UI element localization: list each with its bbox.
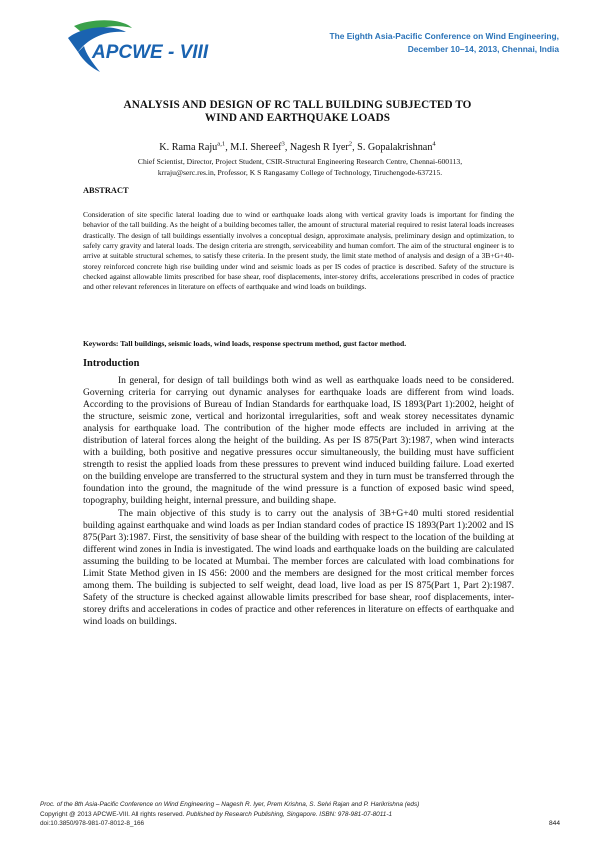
page-number: 844 bbox=[548, 820, 560, 827]
title-line-2: WIND AND EARTHQUAKE LOADS bbox=[204, 112, 391, 124]
title-line-1: ANALYSIS AND DESIGN OF RC TALL BUILDING SUBJECTED TO bbox=[123, 99, 472, 111]
paragraph: In general, for design of tall buildings both wind as well as earthquake loads need to be considered. Governing criteria for carrying out dynamic analyses for earthquake loads are different from wind loads. According to the provisions of Bureau of Indian Standards for earthquake load, IS 1893(Part 1):2002, height of the structure, seismic zone, vertical and horizontal irregularities, soft and weak storey necessitates dynamic analysis for earthquake load. The contribution of the higher mode effects are included in arriving at the distribution of lateral forces along the height of the building. As per IS 875(Part 3):1987, when wind interacts with a building, both positive and negative pressures occur simultaneously, the building must have sufficient strength to resist the applied loads from these pressures to prevent wind induced building failure. Load exerted on the building envelope are transferred to the structural system and they in turn must be transferred through the foundation into the ground, the magnitude of the wind pressure is a function of exposed basic wind speed, topography, building height, internal pressure, and building shape. bbox=[83, 375, 514, 507]
author-sup: 3 bbox=[281, 140, 285, 148]
page-footer bbox=[40, 800, 520, 829]
footer-copyright: Copyright @ 2013 APCWE-VIII. All rights reserved. Published by Research Publishing, Singapore. ISBN: 978-981-07-8011-1 bbox=[40, 810, 393, 818]
author-sup: a,1 bbox=[217, 140, 226, 148]
logo-text: APCWE - VIII bbox=[92, 42, 209, 63]
footer-doi: doi:10.3850/978-981-07-8012-8_166 bbox=[40, 820, 145, 827]
abstract-text: Consideration of site specific lateral loading due to wind or earthquake loads along with vertical gravity loads is important for finding the behavior of the tall building. As the height of a building becomes taller, the amount of structural material required to resist lateral loads increases drastically. The design of tall buildings essentially involves a conceptual design, approximate analysis, preliminary design and optimization, to safely carry gravity and lateral loads. The design criteria are strength, serviceability and human comfort. The aim of the structural engineer is to arrive at suitable structural schemes, to satisfy these criteria. In the present study, the limit state method of analysis and design of a 3B+G+40-storey reinforced concrete high rise building under wind and seismic loads as per IS codes of practice is described. Safety of the structure is checked against allowable limits prescribed for base shear, roof displacements, inter-storey drifts, accelerations prescribed in codes of practice and other relevant references in literature on effects of earthquake and wind loads on buildings. bbox=[83, 210, 514, 292]
affiliation-line-1: Chief Scientist, Director, Project Student, CSIR-Structural Engineering Research Centre, Chennai-600113, bbox=[137, 157, 463, 166]
conference-line-2: December 10–14, 2013, Chennai, India bbox=[407, 44, 559, 54]
author-list: K. Rama Raju$^{a,1}$, M.I. Shereef$^3$, Nagesh R Iyer$^2$, S. Gopalakrishnan$^4$ bbox=[159, 140, 436, 153]
affiliation-line-2: krraju@serc.res.in, Professor, K S Rangasamy College of Technology, Tiruchengode-637215. bbox=[157, 168, 443, 177]
author-sup: 4 bbox=[432, 140, 436, 148]
paragraph: The main objective of this study is to carry out the analysis of 3B+G+40 multi stored residential building against earthquake and wind loads as per Indian standard codes of practice IS 1893(Part 1):2002 and IS 875(Part 3):1987. First, the sensitivity of base shear of the building with respect to the location of the building at different wind zones in India is investigated. The wind loads and earthquake loads on the building are calculated assuming the building to be located at Mumbai. The member forces are calculated with load combinations for Limit State Method given in IS 456: 2000 and the members are designed for the most critical member forces among them. The building is subjected to self weight, dead load, live load as per IS 875(Part 1, Part 2):1987. Safety of the structure is checked against allowable limits prescribed for base shear, roof displacements, inter-storey drifts and accelerations in codes of practice and other references in literature on effects of earthquake and wind loads on buildings. bbox=[83, 507, 514, 627]
keywords: Keywords: Tall buildings, seismic loads, wind loads, response spectrum method, gust factor method. bbox=[83, 339, 407, 348]
affiliations bbox=[80, 156, 520, 178]
introduction-body bbox=[83, 375, 514, 628]
apcwe-logo bbox=[62, 16, 238, 76]
author-name: S. Gopalakrishnan bbox=[357, 142, 433, 153]
footer-proceedings: Proc. of the 8th Asia-Pacific Conference on Wind Engineering – Nagesh R. Iyer, Prem Krishna, S. Selvi Rajan and P. Harikrishna (eds) bbox=[40, 801, 420, 808]
abstract-heading: ABSTRACT bbox=[83, 186, 129, 195]
author-name: K. Rama Raju bbox=[159, 142, 218, 153]
paper-title bbox=[60, 99, 535, 125]
author-name: M.I. Shereef bbox=[230, 142, 282, 153]
conference-line-1: The Eighth Asia-Pacific Conference on Wind Engineering, bbox=[329, 31, 559, 41]
section-heading-introduction: Introduction bbox=[83, 358, 140, 369]
author-sup: 2 bbox=[348, 140, 353, 148]
conference-header bbox=[259, 30, 559, 56]
author-name: Nagesh R Iyer bbox=[289, 142, 349, 153]
